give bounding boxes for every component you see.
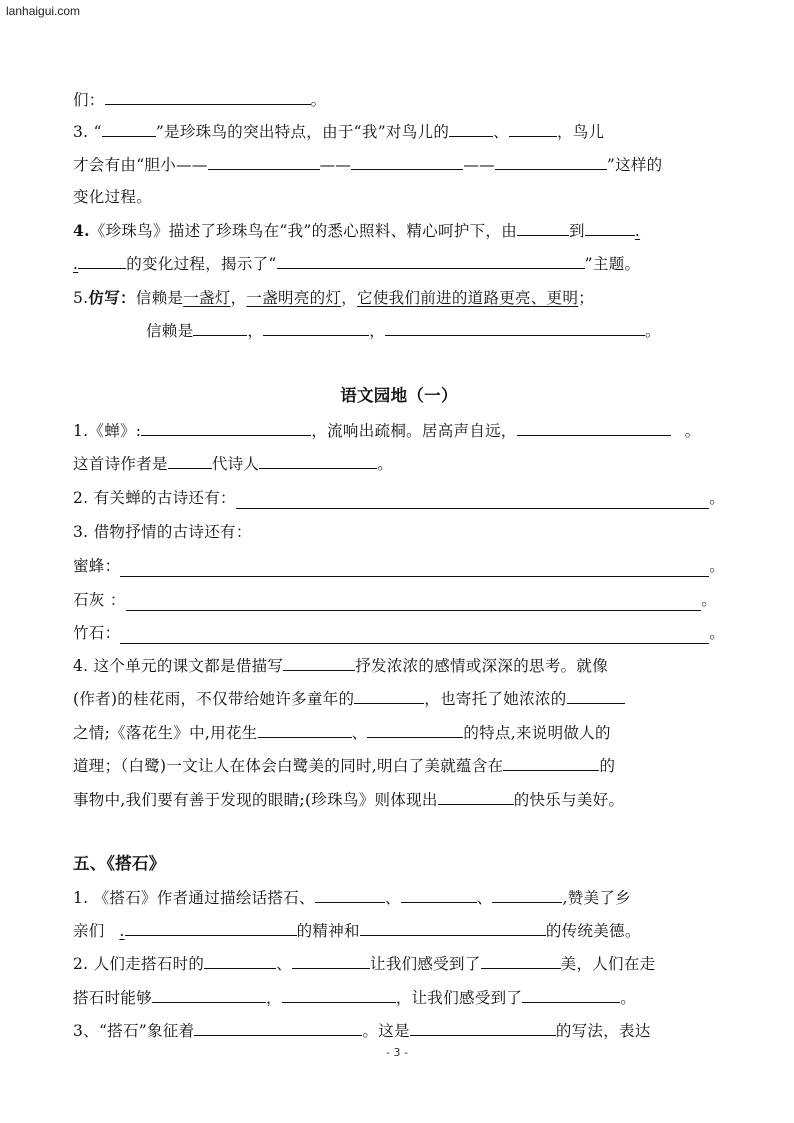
s2-q4-line-1: 4. 这个单元的课文都是借描写 抒发浓浓的感情或深深的思考。就像	[73, 657, 609, 675]
answer-blank[interactable]	[410, 1020, 556, 1036]
answer-blank[interactable]	[263, 320, 369, 336]
answer-blank[interactable]	[120, 628, 709, 644]
s2-q4-line-5: 事物中,我们要有善于发现的眼睛;(珍珠鸟》则体现出 的快乐与美好。	[73, 791, 625, 809]
s3-q2-line-2: 搭石时能够 ， ，让我们感受到了 。	[73, 989, 637, 1007]
s2-q4-line-4: 道理；（白鹭)一文让人在体会白鹭美的同时,明白了美就蕴含在 的	[73, 757, 616, 775]
s2-shihui-line: 石灰 ： 。	[73, 591, 717, 609]
q4-line-2: . 的变化过程，揭示了“ ”主题。	[73, 255, 641, 273]
s2-q4-line-3: 之情;《落花生》中,用花生 、 的特点,来说明做人的	[73, 724, 611, 742]
answer-blank[interactable]	[259, 453, 377, 469]
s2-q2-line: 2. 有关蝉的古诗还有： 。	[73, 489, 725, 507]
answer-blank[interactable]	[277, 253, 585, 269]
answer-blank[interactable]	[517, 420, 671, 436]
answer-blank[interactable]	[481, 953, 561, 969]
answer-blank[interactable]	[168, 453, 212, 469]
answer-blank[interactable]	[141, 420, 311, 436]
answer-blank[interactable]	[492, 887, 562, 903]
answer-blank[interactable]	[102, 121, 156, 137]
q3-line-2: 才会有由“胆小—— —— —— ”这样的	[73, 156, 663, 174]
section-title-yuwen-yuandi: 语文园地（一）	[340, 386, 458, 405]
answer-blank[interactable]	[360, 920, 546, 936]
answer-blank[interactable]	[193, 320, 247, 336]
answer-blank[interactable]	[522, 987, 620, 1003]
answer-blank[interactable]	[125, 920, 297, 936]
s3-q3-line-1: 3、“搭石”象征着 。这是 的写法，表达	[73, 1022, 651, 1040]
answer-blank[interactable]	[258, 722, 352, 738]
q4-line-1: 4.《珍珠鸟》描述了珍珠鸟在“我”的悉心照料、精心呵护下，由 到 .	[73, 221, 641, 240]
s3-q1-line-1: 1. 《搭石》作者通过描绘话搭石、 、 、 ,赞美了乡	[73, 889, 631, 907]
answer-blank[interactable]	[385, 320, 645, 336]
answer-blank[interactable]	[354, 688, 424, 704]
s2-q1-line-2: 这首诗作者是 代诗人 。	[73, 455, 394, 473]
answer-blank[interactable]	[126, 595, 702, 611]
answer-blank[interactable]	[283, 655, 355, 671]
answer-blank[interactable]	[351, 154, 463, 170]
answer-blank[interactable]	[105, 89, 311, 105]
answer-blank[interactable]	[204, 953, 276, 969]
answer-blank[interactable]	[208, 154, 320, 170]
answer-blank[interactable]	[292, 953, 370, 969]
answer-blank[interactable]	[567, 688, 625, 704]
s2-mifeng-line: 蜜蜂： 。	[73, 557, 725, 575]
s3-q1-line-2: 亲们 . 的精神和 的传统美德。	[73, 922, 641, 940]
answer-blank[interactable]	[367, 722, 463, 738]
s2-q1-line-1: 1.《蝉》: ，流响出疏桐。居高声自远， 。	[73, 422, 701, 440]
answer-blank[interactable]	[509, 121, 557, 137]
answer-blank[interactable]	[78, 253, 126, 269]
s2-q4-line-2: (作者)的桂花雨，不仅带给她许多童年的 ，也寄托了她浓浓的	[73, 688, 725, 710]
answer-blank[interactable]	[449, 121, 493, 137]
page-number: - 3 -	[386, 1046, 408, 1059]
answer-blank[interactable]	[236, 493, 709, 509]
answer-blank[interactable]	[401, 887, 477, 903]
s2-zhushi-line: 竹石： 。	[73, 624, 725, 642]
answer-blank[interactable]	[438, 789, 514, 805]
q2-tail-line: 们： 。	[73, 91, 327, 109]
answer-blank[interactable]	[517, 220, 569, 236]
site-watermark: lanhaigui.com	[6, 4, 81, 18]
answer-blank[interactable]	[315, 887, 385, 903]
q5-line-1: 5.仿写：信赖是一盏灯，一盏明亮的灯，它使我们前进的道路更亮、更明；	[73, 288, 595, 307]
answer-blank[interactable]	[282, 987, 396, 1003]
q3-line-1: 3. “ ”是珍珠鸟的突出特点，由于“我”对鸟儿的 、 ，鸟儿	[73, 123, 605, 141]
section-title-dashi: 五、《搭石》	[73, 854, 166, 873]
s3-q2-line-1: 2. 人们走搭石时的 、 让我们感受到了 美，人们在走	[73, 955, 656, 973]
q3-line-3: 变化过程。	[73, 188, 153, 206]
q5-line-2: 信赖是 ， ， 。	[146, 322, 661, 340]
answer-blank[interactable]	[120, 561, 709, 577]
answer-blank[interactable]	[194, 1020, 362, 1036]
answer-blank[interactable]	[585, 220, 635, 236]
s2-q3-line: 3. 借物抒情的古诗还有：	[73, 523, 252, 541]
answer-blank[interactable]	[152, 987, 266, 1003]
answer-blank[interactable]	[495, 154, 607, 170]
answer-blank[interactable]	[503, 755, 599, 771]
